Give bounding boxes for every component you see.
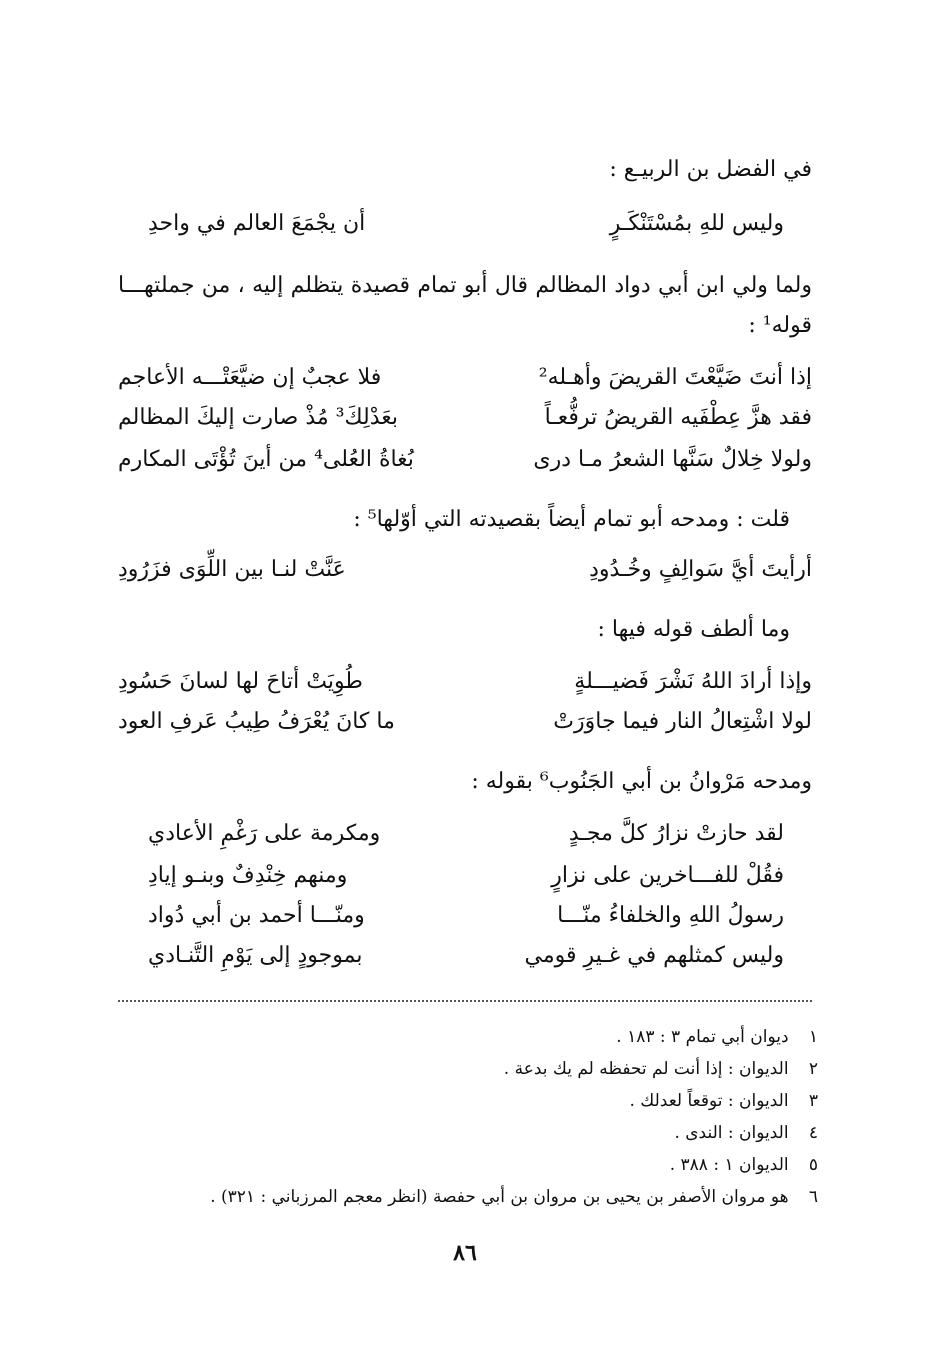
verse-second-hemistich: طُوِيَتْ أتاحَ لها لسانَ حَسُودِ	[118, 669, 363, 694]
verse-second-hemistich: فلا عجبٌ إن ضيَّعَتْـــه الأعاجم	[118, 365, 382, 390]
footnote-text: ديوان أبي تمام ٣ : ١٨٣ .	[616, 1027, 789, 1047]
verse-line	[118, 444, 812, 476]
paragraph-line: قلت : ومدحه أبو تمام أيضاً بقصيدته التي أوّلها⁵ :	[353, 507, 790, 532]
footnote-text: هو مروان الأصفر بن يحيى بن مروان بن أبي حفصة (انظر معجم المرزباني : ٣٢١) .	[210, 1187, 789, 1207]
verse-line	[118, 402, 812, 434]
footnote-number: ٤	[808, 1123, 818, 1143]
verse-line	[118, 940, 812, 972]
verse-line	[118, 818, 812, 850]
verse-first-hemistich: لولا اشْتِعالُ النار فيما جاوَرَتْ	[553, 709, 812, 734]
verse-first-hemistich: وإذا أرادَ اللهُ نَشْرَ فَضيـــلةٍ	[574, 669, 812, 694]
footnote-text: الديوان : الندى .	[674, 1123, 789, 1143]
verse-first-hemistich: فقد هزَّ عِطْفَيه القريضُ ترفُّعـاً	[544, 405, 812, 430]
footnote-divider	[118, 1000, 812, 1002]
verse-first-hemistich: رسولُ اللهِ والخلفاءُ منّـــا	[557, 903, 784, 928]
footnote-number: ٣	[808, 1091, 818, 1111]
verse-second-hemistich: بُغاةُ العُلى⁴ من أينَ تُؤْتَى المكارم	[118, 447, 414, 472]
footnote	[674, 1120, 818, 1146]
footnote-number: ٢	[808, 1059, 818, 1079]
verse-first-hemistich: أرأيتَ أيَّ سَوالِفٍ وخُـدُودِ	[589, 557, 812, 582]
verse-second-hemistich: ومكرمة على رَغْمِ الأعادي	[148, 821, 381, 846]
verse-first-hemistich: إذا أنتَ ضَيَّعْتَ القريضَ وأهـله²	[538, 365, 812, 390]
verse-second-hemistich: بموجودٍ إلى يَوْمِ التَّنـادي	[148, 943, 363, 968]
verse-first-hemistich: وليس للهِ بمُسْتَنْكَـرٍ	[609, 211, 784, 236]
footnote	[504, 1056, 818, 1082]
paragraph-line: وما ألطف قوله فيها :	[597, 617, 790, 642]
footnote	[629, 1088, 818, 1114]
footnote-number: ٦	[808, 1187, 818, 1207]
page-number: ٨٦	[453, 1240, 477, 1266]
footnote-text: الديوان ١ : ٣٨٨ .	[669, 1155, 789, 1175]
verse-line	[118, 900, 812, 932]
verse-line	[118, 706, 812, 738]
verse-first-hemistich: فقُلْ للفـــاخرين على نزارٍ	[551, 863, 784, 888]
intro-heading: في الفضل بن الربيـع :	[609, 157, 812, 182]
footnote	[210, 1184, 818, 1210]
footnote	[670, 1152, 818, 1178]
verse-line	[118, 554, 812, 586]
verse-line	[118, 666, 812, 698]
verse-line	[118, 208, 812, 240]
paragraph-line: ولما ولي ابن أبي دواد المظالم قال أبو تمام قصيدة يتظلم إليه ، من جملتهـــا	[118, 273, 812, 298]
verse-first-hemistich: وليس كمثلهم في غـيرِ قومي	[524, 943, 784, 968]
verse-second-hemistich: أن يجْمَعَ العالم في واحدِ	[148, 211, 366, 236]
paragraph-line: قوله¹ :	[748, 313, 812, 338]
verse-first-hemistich: لقد حازتْ نزارُ كلَّ مجـدٍ	[568, 821, 784, 846]
footnote-text: الديوان : توقعاً لعدلك .	[629, 1091, 789, 1111]
verse-second-hemistich: عَنَّتْ لنـا بين اللِّوَى فزَرُودِ	[118, 557, 346, 582]
verse-second-hemistich: ومنّـــا أحمد بن أبي دُواد	[148, 903, 365, 928]
footnote	[616, 1024, 818, 1050]
verse-second-hemistich: بعَدْلِكَ³ مُذْ صارت إليكَ المظالم	[118, 405, 399, 430]
verse-second-hemistich: ما كانَ يُعْرَفُ طِيبُ عَرفِ العود	[118, 709, 395, 734]
verse-second-hemistich: ومنهم خِنْدِفٌ وبنـو إيادِ	[148, 863, 348, 888]
verse-first-hemistich: ولولا خِلالٌ سَنَّها الشعرُ مـا درى	[533, 447, 812, 472]
paragraph-line: ومدحه مَرْوانُ بن أبي الجَنُوب⁶ بقوله :	[471, 769, 812, 794]
footnote-number: ٥	[808, 1155, 818, 1175]
verse-line	[118, 362, 812, 394]
footnote-text: الديوان : إذا أنت لم تحفظه لم يك بدعة .	[503, 1059, 789, 1079]
verse-line	[118, 860, 812, 892]
footnote-number: ١	[808, 1027, 818, 1047]
